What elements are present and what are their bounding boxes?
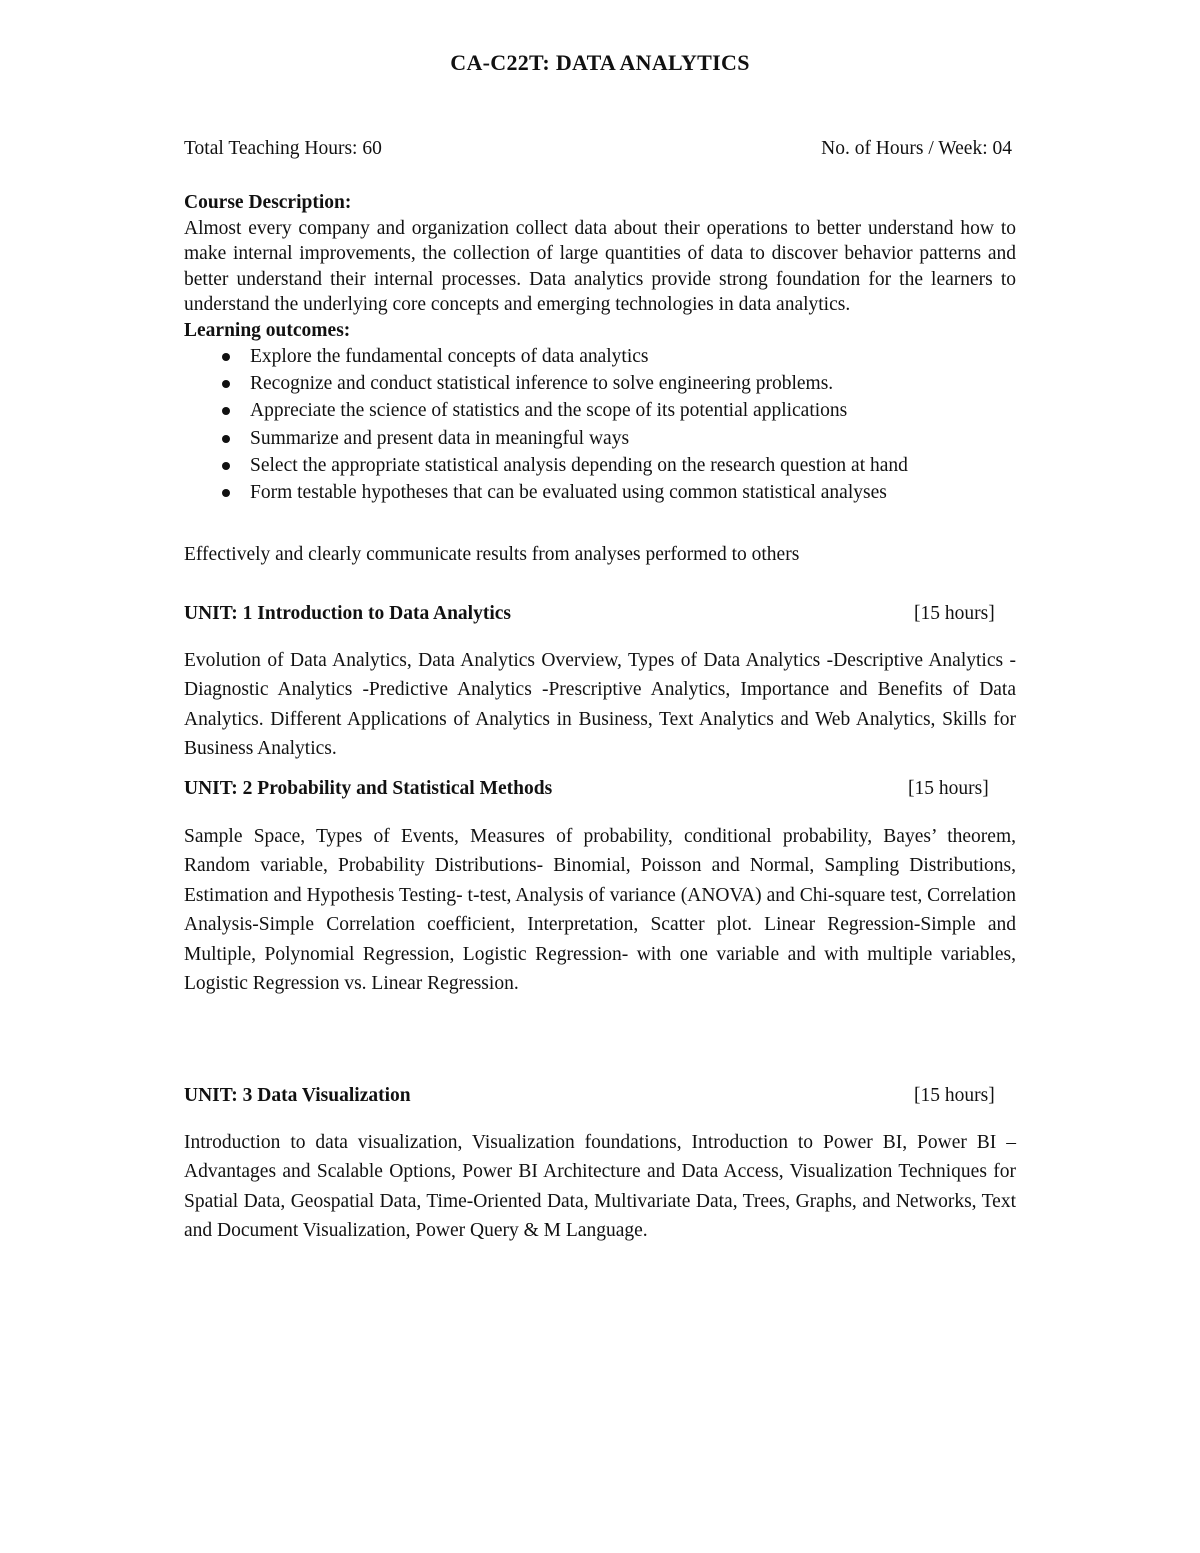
bullet-icon [222,435,230,443]
list-item: Recognize and conduct statistical inference to solve engineering problems. [184,370,1016,397]
course-description-heading: Course Description: [184,192,352,213]
list-item: Explore the fundamental concepts of data analytics [184,343,1016,370]
unit-2-hours: [15 hours] [908,778,989,799]
hours-per-week: No. of Hours / Week: 04 [821,138,1012,159]
unit-2-body: Sample Space, Types of Events, Measures of probability, conditional probability, Bayes’ theorem, Random variable, Probability Distributions- Binomial, Poisson and Normal, Sampling Distributions, Estimation and Hypothesis Testing- t-test, Analysis of variance (ANOVA) and Chi-square test, Correlation Analysis-Simple Correlation coefficient, Interpretation, Scatter plot. Linear Regression-Simple and Multiple, Polynomial Regression, Logistic Regression- with one variable and with multiple variables, Logistic Regression vs. Linear Regression. [184,826,1016,995]
page-title: CA-C22T: DATA ANALYTICS [450,50,750,75]
bullet-icon [222,380,230,388]
total-teaching-hours: Total Teaching Hours: 60 [184,138,382,159]
unit-3-body: Introduction to data visualization, Visualization foundations, Introduction to Power BI, Power BI – Advantages and Scalable Options, Power BI Architecture and Data Access, Visualization Techniques for Spatial Data, Geospatial Data, Time-Oriented Data, Multivariate Data, Trees, Graphs, and Networks, Text and Document Visualization, Power Query & M Language. [184,1132,1016,1242]
hours-row [184,138,1012,160]
list-item: Summarize and present data in meaningful ways [184,425,1016,452]
learning-outcomes-closing: Effectively and clearly communicate results from analyses performed to others [184,544,800,565]
unit-3-heading: UNIT: 3 Data Visualization [184,1085,411,1106]
unit-1-body: Evolution of Data Analytics, Data Analytics Overview, Types of Data Analytics -Descriptive Analytics -Diagnostic Analytics -Predictive Analytics -Prescriptive Analytics, Importance and Benefits of Data Analytics. Different Applications of Analytics in Business, Text Analytics and Web Analytics, Skills for Business Analytics. [184,650,1016,760]
unit-2-heading: UNIT: 2 Probability and Statistical Methods [184,778,553,799]
bullet-icon [222,489,230,497]
bullet-icon [222,407,230,415]
bullet-icon [222,462,230,470]
learning-outcomes-list [184,343,1016,506]
learning-outcomes-heading: Learning outcomes: [184,319,351,341]
course-description-text: Almost every company and organization collect data about their operations to better understand how to make internal improvements, the collection of large quantities of data to discover behavior patterns and better understand their internal processes. Data analytics provide strong foundation for the learners to understand the underlying core concepts and emerging technologies in data analytics. [184,217,1016,315]
list-item: Form testable hypotheses that can be evaluated using common statistical analyses [184,479,1016,506]
course-description-section [184,190,1016,506]
unit-3-hours: [15 hours] [914,1085,995,1106]
list-item: Appreciate the science of statistics and the scope of its potential applications [184,397,1016,424]
unit-1-hours: [15 hours] [914,603,995,624]
bullet-icon [222,353,230,361]
unit-1-heading: UNIT: 1 Introduction to Data Analytics [184,603,512,624]
list-item: Select the appropriate statistical analysis depending on the research question at hand [184,452,1016,479]
